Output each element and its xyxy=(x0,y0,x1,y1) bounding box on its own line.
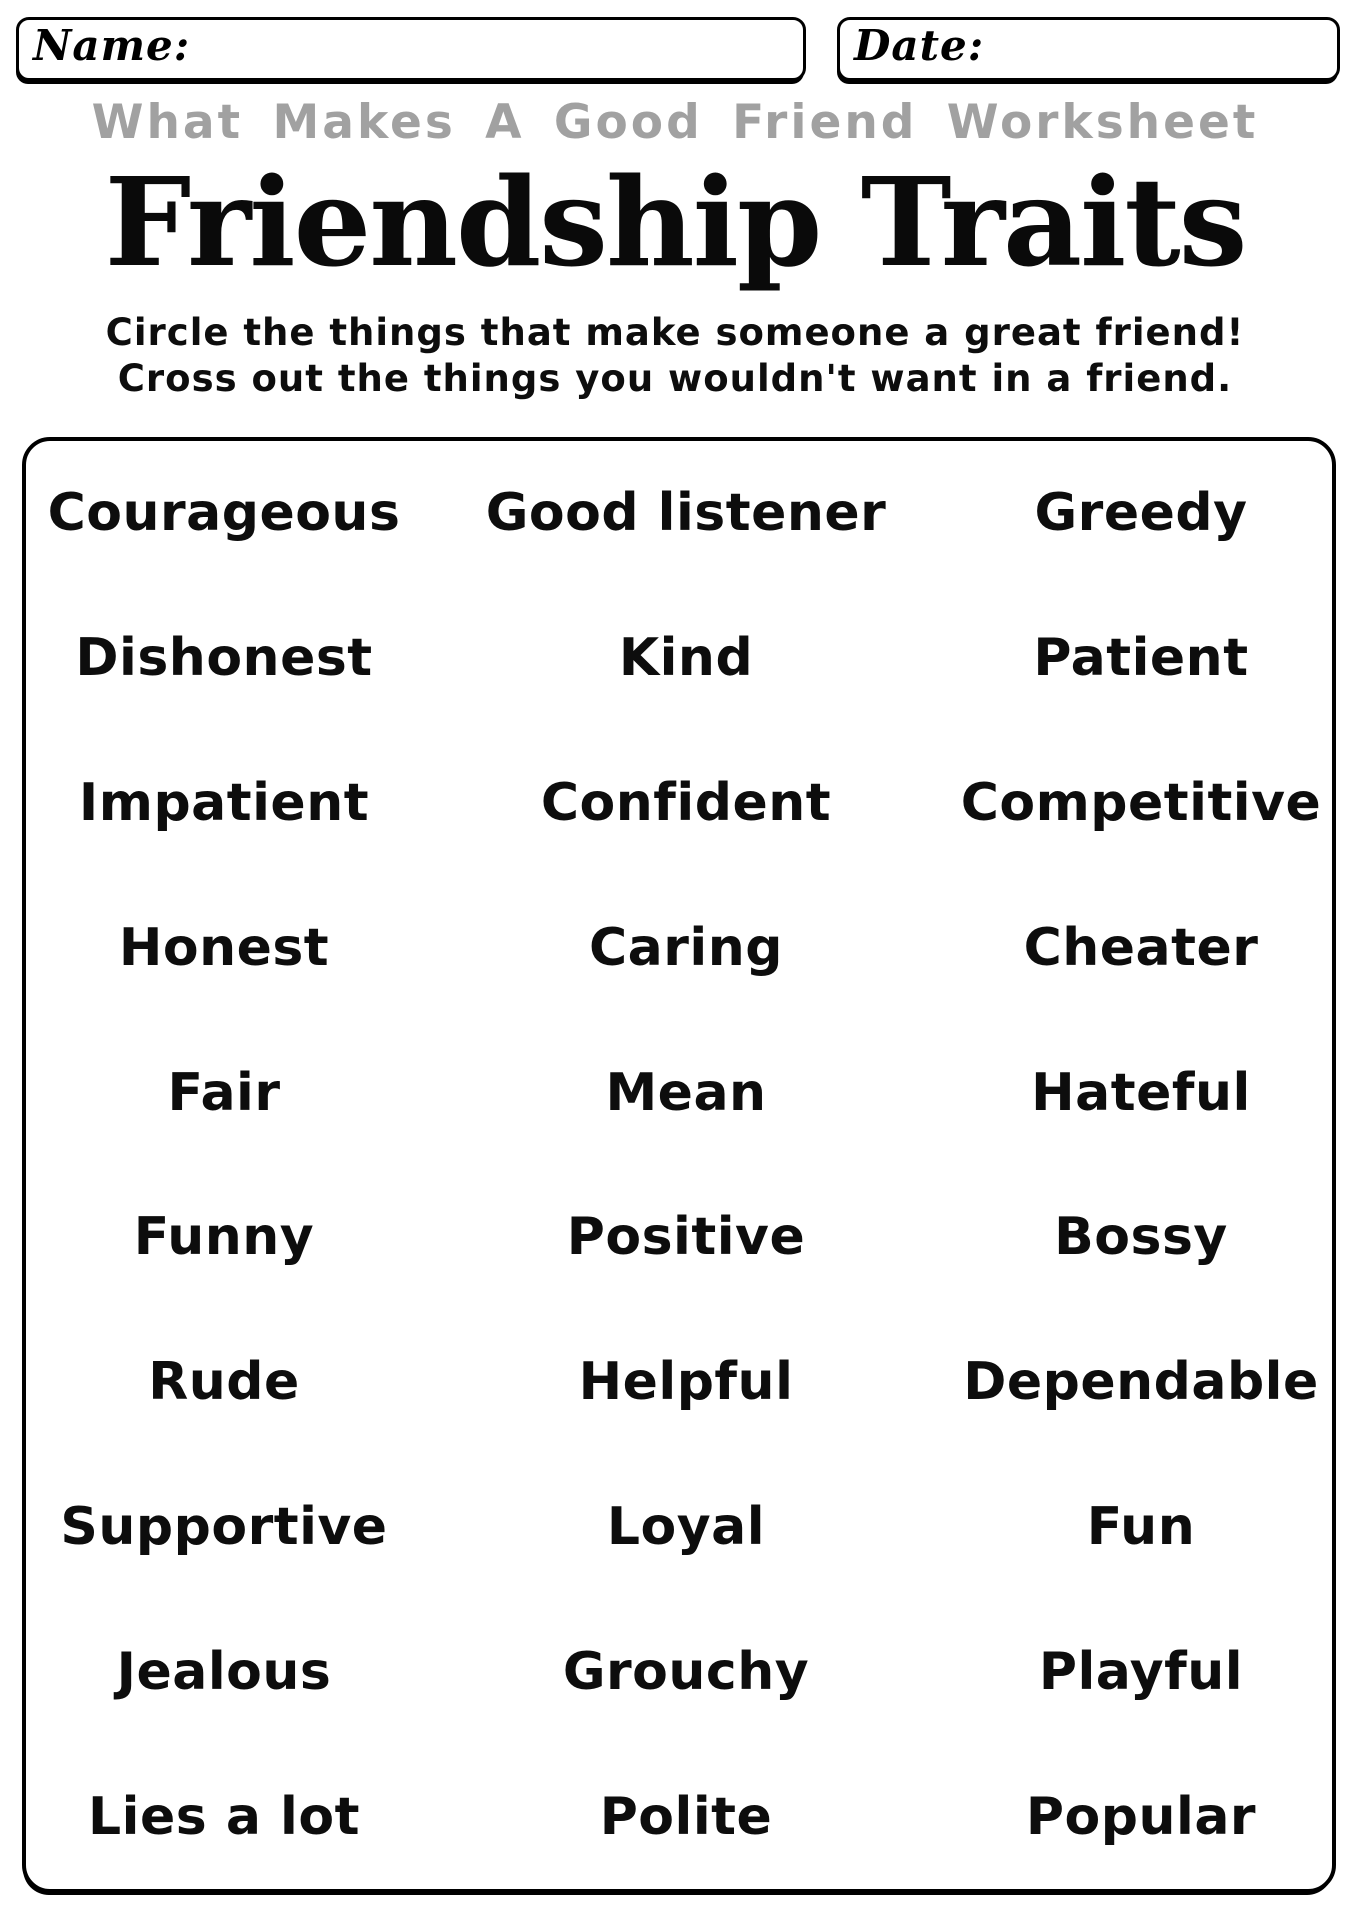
traits-grid xyxy=(26,441,1332,1889)
trait-word[interactable]: Dependable xyxy=(963,1352,1319,1413)
trait-word[interactable]: Jealous xyxy=(116,1641,332,1702)
trait-word[interactable]: Playful xyxy=(1038,1641,1244,1702)
trait-word[interactable]: Popular xyxy=(1025,1786,1257,1847)
trait-word[interactable]: Lies a lot xyxy=(88,1786,360,1847)
trait-word[interactable]: Polite xyxy=(599,1786,773,1847)
trait-word[interactable]: Supportive xyxy=(60,1496,388,1557)
trait-word[interactable]: Helpful xyxy=(578,1352,794,1413)
trait-word[interactable]: Kind xyxy=(618,628,754,689)
name-label: Name: xyxy=(33,21,191,70)
trait-word[interactable]: Grouchy xyxy=(562,1641,810,1702)
trait-word[interactable]: Dishonest xyxy=(75,628,373,689)
instruction-line-2: Cross out the things you wouldn't want in a friend. xyxy=(117,357,1233,400)
trait-word[interactable]: Courageous xyxy=(47,483,401,544)
trait-word[interactable]: Cheater xyxy=(1023,917,1259,978)
trait-word[interactable]: Greedy xyxy=(1034,483,1248,544)
trait-word[interactable]: Competitive xyxy=(960,772,1322,833)
trait-word[interactable]: Rude xyxy=(148,1352,300,1413)
trait-word[interactable]: Good listener xyxy=(485,483,887,544)
trait-word[interactable]: Fun xyxy=(1086,1496,1196,1557)
traits-box xyxy=(22,437,1336,1893)
name-field[interactable] xyxy=(16,17,806,81)
trait-word[interactable]: Funny xyxy=(133,1207,315,1268)
trait-word[interactable]: Fair xyxy=(167,1062,281,1123)
trait-word[interactable]: Hateful xyxy=(1031,1062,1251,1123)
trait-word[interactable]: Impatient xyxy=(78,772,370,833)
trait-word[interactable]: Positive xyxy=(566,1207,806,1268)
page-title: Friendship Traits xyxy=(104,150,1246,294)
trait-word[interactable]: Patient xyxy=(1033,628,1249,689)
worksheet-subtitle: What Makes A Good Friend Worksheet xyxy=(91,95,1259,150)
date-label: Date: xyxy=(854,21,985,70)
trait-word[interactable]: Honest xyxy=(118,917,330,978)
trait-word[interactable]: Loyal xyxy=(606,1496,766,1557)
instruction-line-1: Circle the things that make someone a great friend! xyxy=(105,311,1245,354)
trait-word[interactable]: Mean xyxy=(605,1062,767,1123)
trait-word[interactable]: Bossy xyxy=(1054,1207,1228,1268)
date-field[interactable] xyxy=(837,17,1340,81)
trait-word[interactable]: Confident xyxy=(540,772,832,833)
trait-word[interactable]: Caring xyxy=(589,917,783,978)
